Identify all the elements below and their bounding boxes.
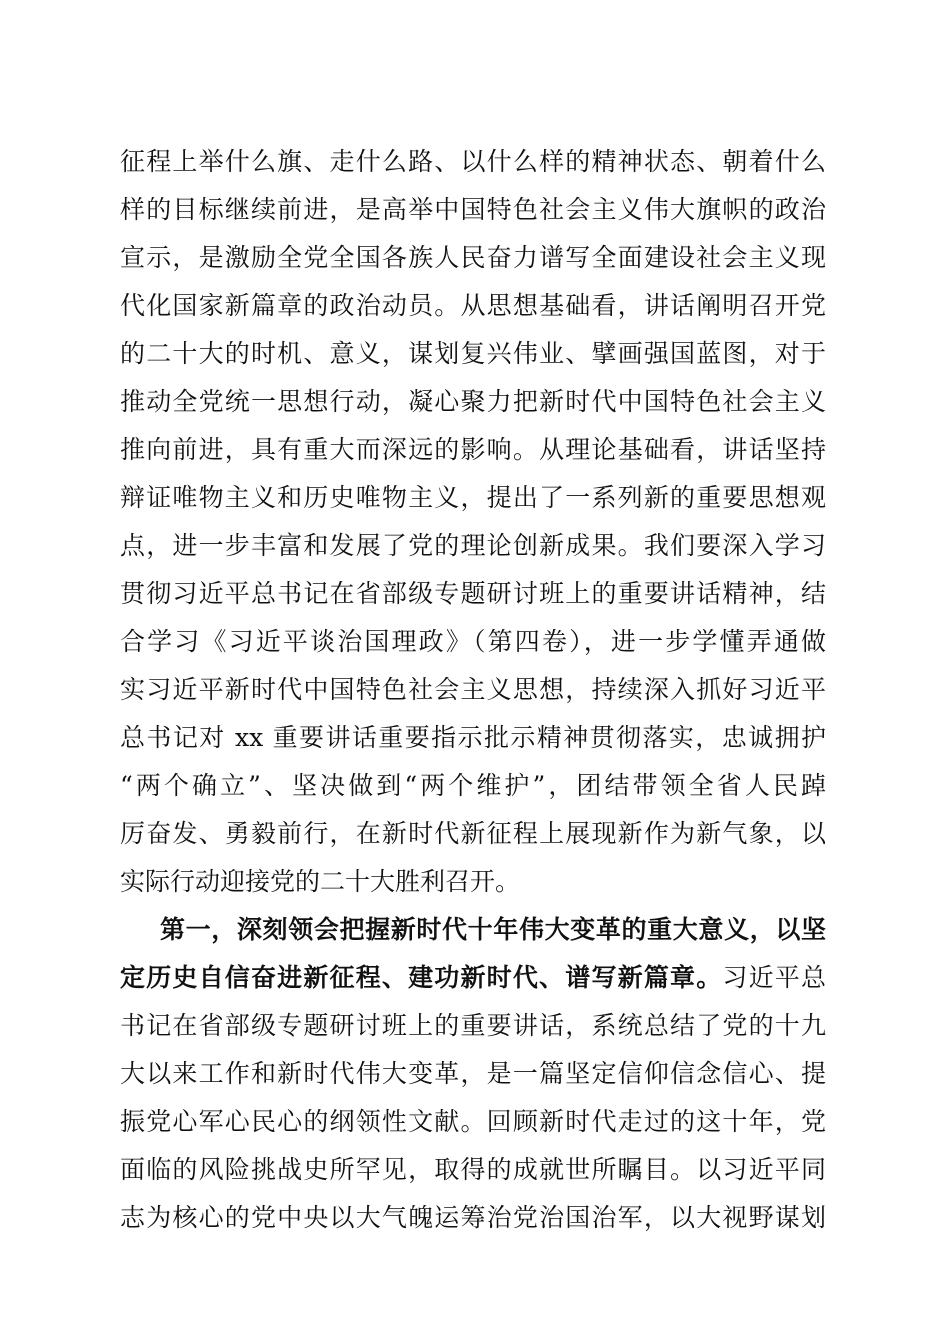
document-page [120, 0, 826, 1344]
text-line: 志为核心的党中央以大气魄运筹治党治国治军，以大视野谋划 [120, 1203, 826, 1232]
text-line: 实习近平新时代中国特色社会主义思想，持续深入抓好习近平 [120, 675, 826, 704]
text-line: 推向前进，具有重大而深远的影响。从理论基础看，讲话坚持 [120, 435, 826, 464]
text-line: 推动全党统一思想行动，凝心聚力把新时代中国特色社会主义 [120, 387, 826, 416]
text-line: 实际行动迎接党的二十大胜利召开。 [120, 867, 521, 896]
text-line: 宣示，是激励全党全国各族人民奋力谱写全面建设社会主义现 [120, 243, 826, 272]
section-heading-text: 定历史自信奋进新征程、建功新时代、谱写新篇章。 [120, 963, 723, 992]
section-heading-line [120, 961, 826, 995]
text-line: 代化国家新篇章的政治动员。从思想基础看，讲话阐明召开党 [120, 291, 826, 320]
text-line: 总书记对 xx 重要讲话重要指示批示精神贯彻落实，忠诚拥护 [120, 723, 826, 752]
text-line: 书记在省部级专题研讨班上的重要讲话，系统总结了党的十九 [120, 1011, 826, 1040]
text-line: “两个确立”、坚决做到“两个维护”，团结带领全省人民踔 [120, 771, 826, 800]
text-line: 征程上举什么旗、走什么路、以什么样的精神状态、朝着什么 [120, 147, 826, 176]
text-line: 点，进一步丰富和发展了党的理论创新成果。我们要深入学习 [120, 531, 826, 560]
text-line: 厉奋发、勇毅前行，在新时代新征程上展现新作为新气象，以 [120, 819, 826, 848]
section-heading-line: 第一，深刻领会把握新时代十年伟大变革的重大意义，以坚 [160, 915, 826, 944]
text-line: 辩证唯物主义和历史唯物主义，提出了一系列新的重要思想观 [120, 483, 826, 512]
text-line: 贯彻习近平总书记在省部级专题研讨班上的重要讲话精神，结 [120, 579, 826, 608]
text-line: 大以来工作和新时代伟大变革，是一篇坚定信仰信念信心、提 [120, 1059, 826, 1088]
text-line: 合学习《习近平谈治国理政》（第四卷），进一步学懂弄通做 [120, 627, 826, 656]
body-text: 习近平总 [722, 963, 826, 992]
text-line: 面临的风险挑战史所罕见，取得的成就世所瞩目。以习近平同 [120, 1155, 826, 1184]
text-line: 振党心军心民心的纲领性文献。回顾新时代走过的这十年，党 [120, 1107, 826, 1136]
text-line: 样的目标继续前进，是高举中国特色社会主义伟大旗帜的政治 [120, 195, 826, 224]
text-line: 的二十大的时机、意义，谋划复兴伟业、擘画强国蓝图，对于 [120, 339, 826, 368]
